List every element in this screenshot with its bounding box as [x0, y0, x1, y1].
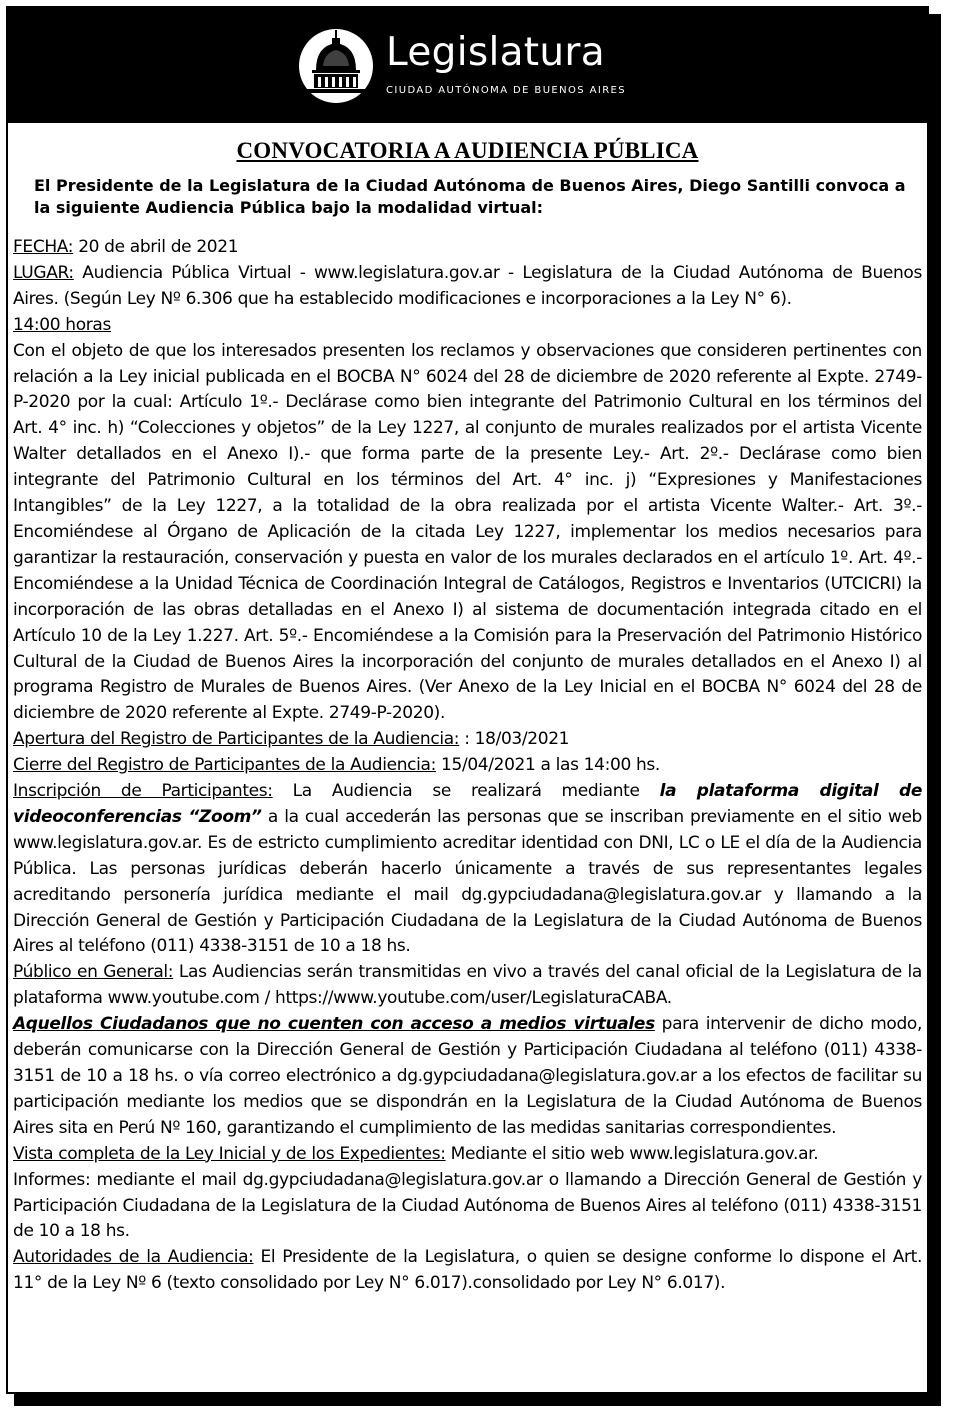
header-banner	[8, 8, 927, 123]
fecha-value: 20 de abril de 2021	[73, 237, 239, 257]
cierre-label: Cierre del Registro de Participantes de la Audiencia:	[13, 755, 436, 776]
cierre-value: 15/04/2021 a las 14:00 hs.	[435, 755, 660, 776]
hora-line	[13, 313, 922, 339]
inscripcion-text-2: a la cual accederán las personas que se inscriban previamente en el sitio web www.legislatura.gov.ar. Es de estricto cumplimiento acreditar identidad con DNI, LC o LE el día de la Audiencia Pública. Las personas jurídicas deberán hacerlo únicamente a través de sus representantes legales acreditando personería jurídica mediante el mail dg.gypciudadana@legislatura.gov.ar y llamando a la Dirección General de Gestión y Participación Ciudadana de la Legislatura de la Ciudad Autónoma de Buenos Aires al teléfono (011) 4338-3151 de 10 a 18 hs.	[13, 806, 922, 957]
fecha-label: FECHA:	[13, 237, 74, 257]
vista-label: Vista completa de la Ley Inicial y de los Expedientes:	[13, 1143, 446, 1164]
vista-value: Mediante el sitio web www.legislatura.gov.ar.	[445, 1143, 819, 1164]
fecha-line	[13, 235, 922, 261]
publico-label: Público en General:	[13, 962, 174, 983]
informes-paragraph: Informes: mediante el mail dg.gypciudadana@legislatura.gov.ar o llamando a Dirección General de Gestión y Participación Ciudadana de la Legislatura de la Ciudad Autónoma de Buenos Aires al teléfono (011) 4338-3151 de 10 a 18 hs.	[13, 1169, 922, 1242]
ciudadanos-text: para intervenir de dicho modo, deberán comunicarse con la Dirección General de Gestión y Participación Ciudadana al teléfono (011) 4338-3151 de 10 a 18 hs. o vía correo electrónico a dg.gypciudadana@legislatura.gov.ar a los efectos de facilitar su participación mediante los medios que se dispondrán en la Legislatura de la Ciudad Autónoma de Buenos Aires sita en Perú Nº 160, garantizando el cumplimiento de las medidas sanitarias correspondientes.	[13, 1014, 922, 1138]
publico-value: Las Audiencias serán transmitidas en vivo a través del canal oficial de la Legislatura de la plataforma www.youtube.com / https://www.youtube.com/user/LegislaturaCABA.	[13, 962, 923, 1009]
notice-frame	[6, 6, 929, 1394]
autoridades-paragraph	[13, 1245, 922, 1297]
lugar-value: Audiencia Pública Virtual - www.legislatura.gov.ar - Legislatura de la Ciudad Autónoma de Buenos Aires. (Según Ley Nº 6.306 que ha establecido modificaciones e incorporaciones a la Ley N° 6).	[13, 262, 922, 309]
autoridades-value: El Presidente de la Legislatura, o quien se designe conforme lo dispone el Art. 11° de la Ley Nº 6 (texto consolidado por Ley N° 6.017).consolidado por Ley N° 6.017).	[13, 1247, 922, 1294]
apertura-label: Apertura del Registro de Participantes de la Audiencia:	[13, 729, 460, 750]
brand-name: Legislatura	[386, 30, 605, 75]
objeto-paragraph: Con el objeto de que los interesados presenten los reclamos y observaciones que consideren pertinentes con relación a la Ley inicial publicada en el BOCBA N° 6024 del 28 de diciembre de 2020 referente al Expte. 2749-P-2020 por la cual: Artículo 1º.- Declárase como bien integrante del Patrimonio Cultural en los términos del Art. 4° inc. h) “Colecciones y objetos” de la Ley 1227, al conjunto de murales realizados por el artista Vicente Walter detallados en el Anexo I).- que forma parte de la presente Ley.- Art. 2º.- Declárase como bien integrante del Patrimonio Cultural en los términos del Art. 4° inc. j) “Expresiones y Manifestaciones Intangibles” de la Ley 1227, a la totalidad de la obra realizada por el artista Vicente Walter.- Art. 3º.- Encomiéndese al Órgano de Aplicación de la citada Ley 1227, implementar los medios necesarios para garantizar la restauración, conservación y puesta en valor de los murales declarados en el artículo 1º. Art. 4º.- Encomiéndese a la Unidad Técnica de Coordinación Integral de Catálogos, Registros e Inventarios (UTCICRI) la incorporación de las obras detalladas en el Anexo I) al sistema de documentación integrada citado en el Artículo 10 de la Ley 1.227. Art. 5º.- Encomiéndese a la Comisión para la Preservación del Patrimonio Histórico Cultural de la Ciudad de Buenos Aires la incorporación del conjunto de murales detallados en el Anexo I) al programa Registro de Murales de Buenos Aires. (Ver Anexo de la Ley Inicial en el BOCBA N° 6024 del 28 de diciembre de 2020 referente al Expte. 2749-P-2020).	[13, 340, 922, 724]
ciudadanos-emphasis: Aquellos Ciudadanos que no cuenten con acceso a medios virtuales	[13, 1014, 655, 1035]
hora-value: 14:00 horas	[13, 314, 111, 335]
publico-paragraph	[13, 960, 922, 1012]
ciudadanos-paragraph	[13, 1012, 922, 1142]
apertura-line	[13, 727, 922, 753]
inscripcion-emphasis: la plataforma digital de videoconferencias “Zoom”	[13, 781, 922, 827]
autoridades-label: Autoridades de la Audiencia:	[13, 1247, 254, 1268]
legislature-dome-icon	[296, 26, 376, 104]
inscripcion-paragraph	[13, 779, 922, 960]
inscripcion-label: Inscripción de Participantes:	[13, 781, 273, 802]
lugar-label: LUGAR:	[13, 262, 74, 283]
brand-subtitle: CIUDAD AUTÓNOMA DE BUENOS AIRES	[386, 85, 627, 96]
notice-title: CONVOCATORIA A AUDIENCIA PÚBLICA	[236, 138, 699, 163]
notice-body	[8, 235, 927, 1297]
lugar-line	[13, 261, 922, 313]
inscripcion-text-1: La Audiencia se realizará mediante	[272, 781, 660, 802]
apertura-value: : 18/03/2021	[459, 729, 570, 750]
intro-paragraph: El Presidente de la Legislatura de la Ciudad Autónoma de Buenos Aires, Diego Santilli convoca a la siguiente Audiencia Pública bajo la modalidad virtual:	[34, 176, 906, 217]
vista-line	[13, 1142, 922, 1168]
cierre-line	[13, 753, 922, 779]
